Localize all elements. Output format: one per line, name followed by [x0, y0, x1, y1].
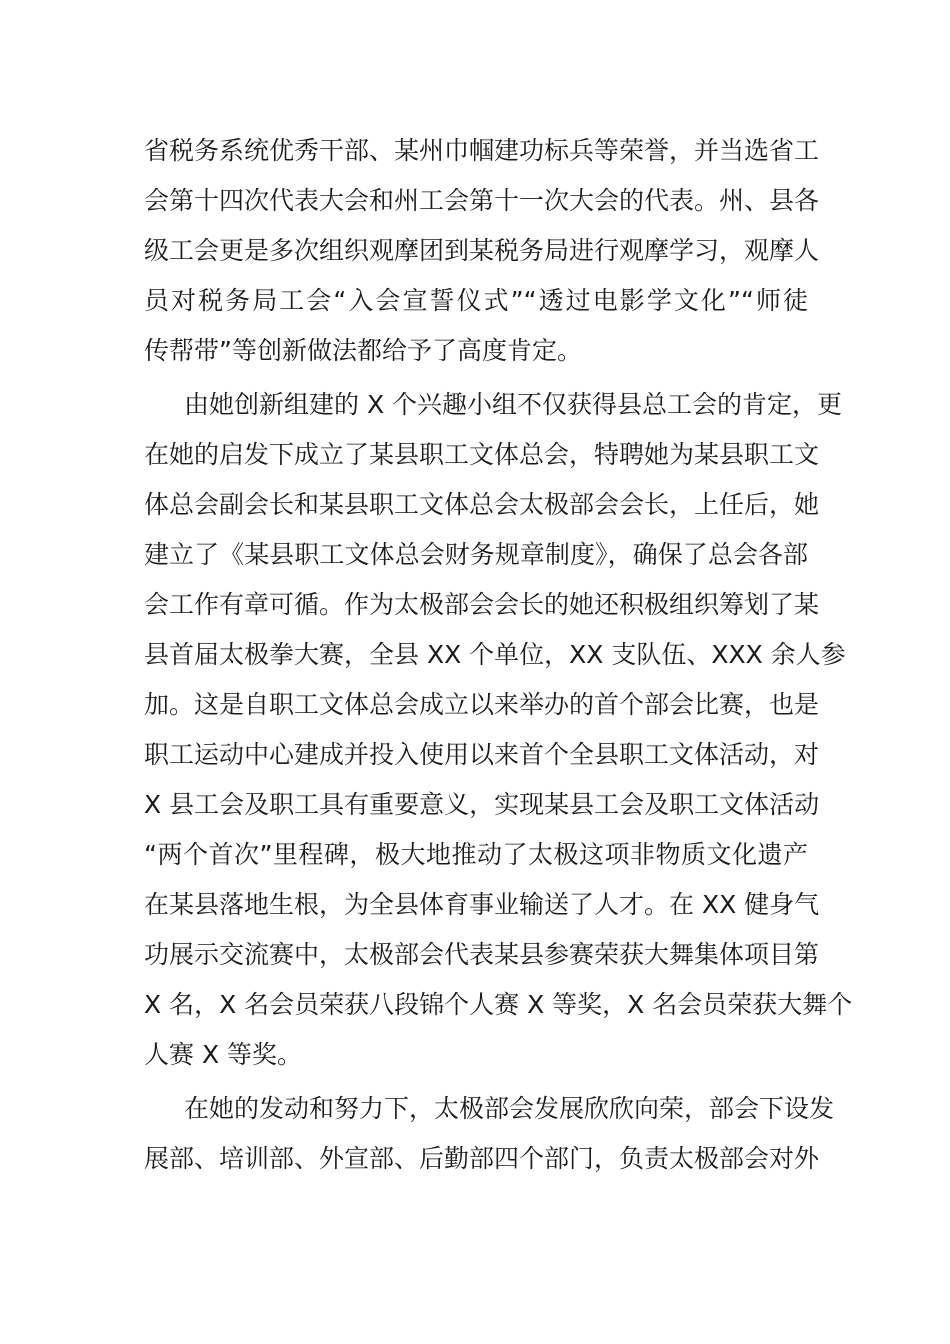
text-line: “两个首次”里程碑，极大地推动了太极这项非物质文化遗产 [144, 840, 808, 869]
paragraph-1 [144, 126, 820, 376]
text-line: 级工会更是多次组织观摩团到某税务局进行观摩学习，观摩人 [144, 236, 820, 265]
text-line: 在她的发动和努力下，太极部会发展欣欣向荣，部会下设发 [184, 1094, 835, 1123]
text-line: 职工运动中心建成并投入使用以来首个全县职工文体活动，对 [144, 740, 820, 769]
text-line: 在她的启发下成立了某县职工文体总会，特聘她为某县职工文 [144, 440, 820, 469]
text-line: 会工作有章可循。作为太极部会会长的她还积极组织筹划了某 [144, 590, 820, 619]
paragraph-2 [144, 380, 853, 1080]
text-line: 省税务系统优秀干部、某州巾帼建功标兵等荣誉，并当选省工 [144, 136, 820, 165]
text-line: 人赛 X 等奖。 [144, 1040, 303, 1069]
text-line: 县首届太极拳大赛，全县 XX 个单位，XX 支队伍、XXX 余人参 [144, 640, 846, 669]
text-line: 加。这是自职工文体总会成立以来举办的首个部会比赛，也是 [144, 690, 820, 719]
text-line: 员对税务局工会“入会宣誓仪式”“透过电影学文化”“师徒 [144, 286, 808, 315]
text-line: 由她创新组建的 X 个兴趣小组不仅获得县总工会的肯定，更 [184, 390, 843, 419]
paragraph-3 [144, 1084, 835, 1184]
text-line: 在某县落地生根，为全县体育事业输送了人才。在 XX 健身气 [144, 890, 820, 919]
text-line: 体总会副会长和某县职工文体总会太极部会会长，上任后，她 [144, 490, 820, 519]
text-line: 功展示交流赛中，太极部会代表某县参赛荣获大舞集体项目第 [144, 940, 820, 969]
text-line: X 名，X 名会员荣获八段锦个人赛 X 等奖，X 名会员荣获大舞个 [144, 990, 853, 1019]
text-line: 会第十四次代表大会和州工会第十一次大会的代表。州、县各 [144, 186, 820, 215]
text-line: 传帮带”等创新做法都给予了高度肯定。 [144, 336, 582, 365]
text-line: X 县工会及职工具有重要意义，实现某县工会及职工文体活动 [144, 790, 820, 819]
text-line: 建立了《某县职工文体总会财务规章制度》，确保了总会各部 [144, 540, 808, 569]
text-line: 展部、培训部、外宣部、后勤部四个部门，负责太极部会对外 [144, 1144, 820, 1173]
document-body [144, 126, 853, 1184]
